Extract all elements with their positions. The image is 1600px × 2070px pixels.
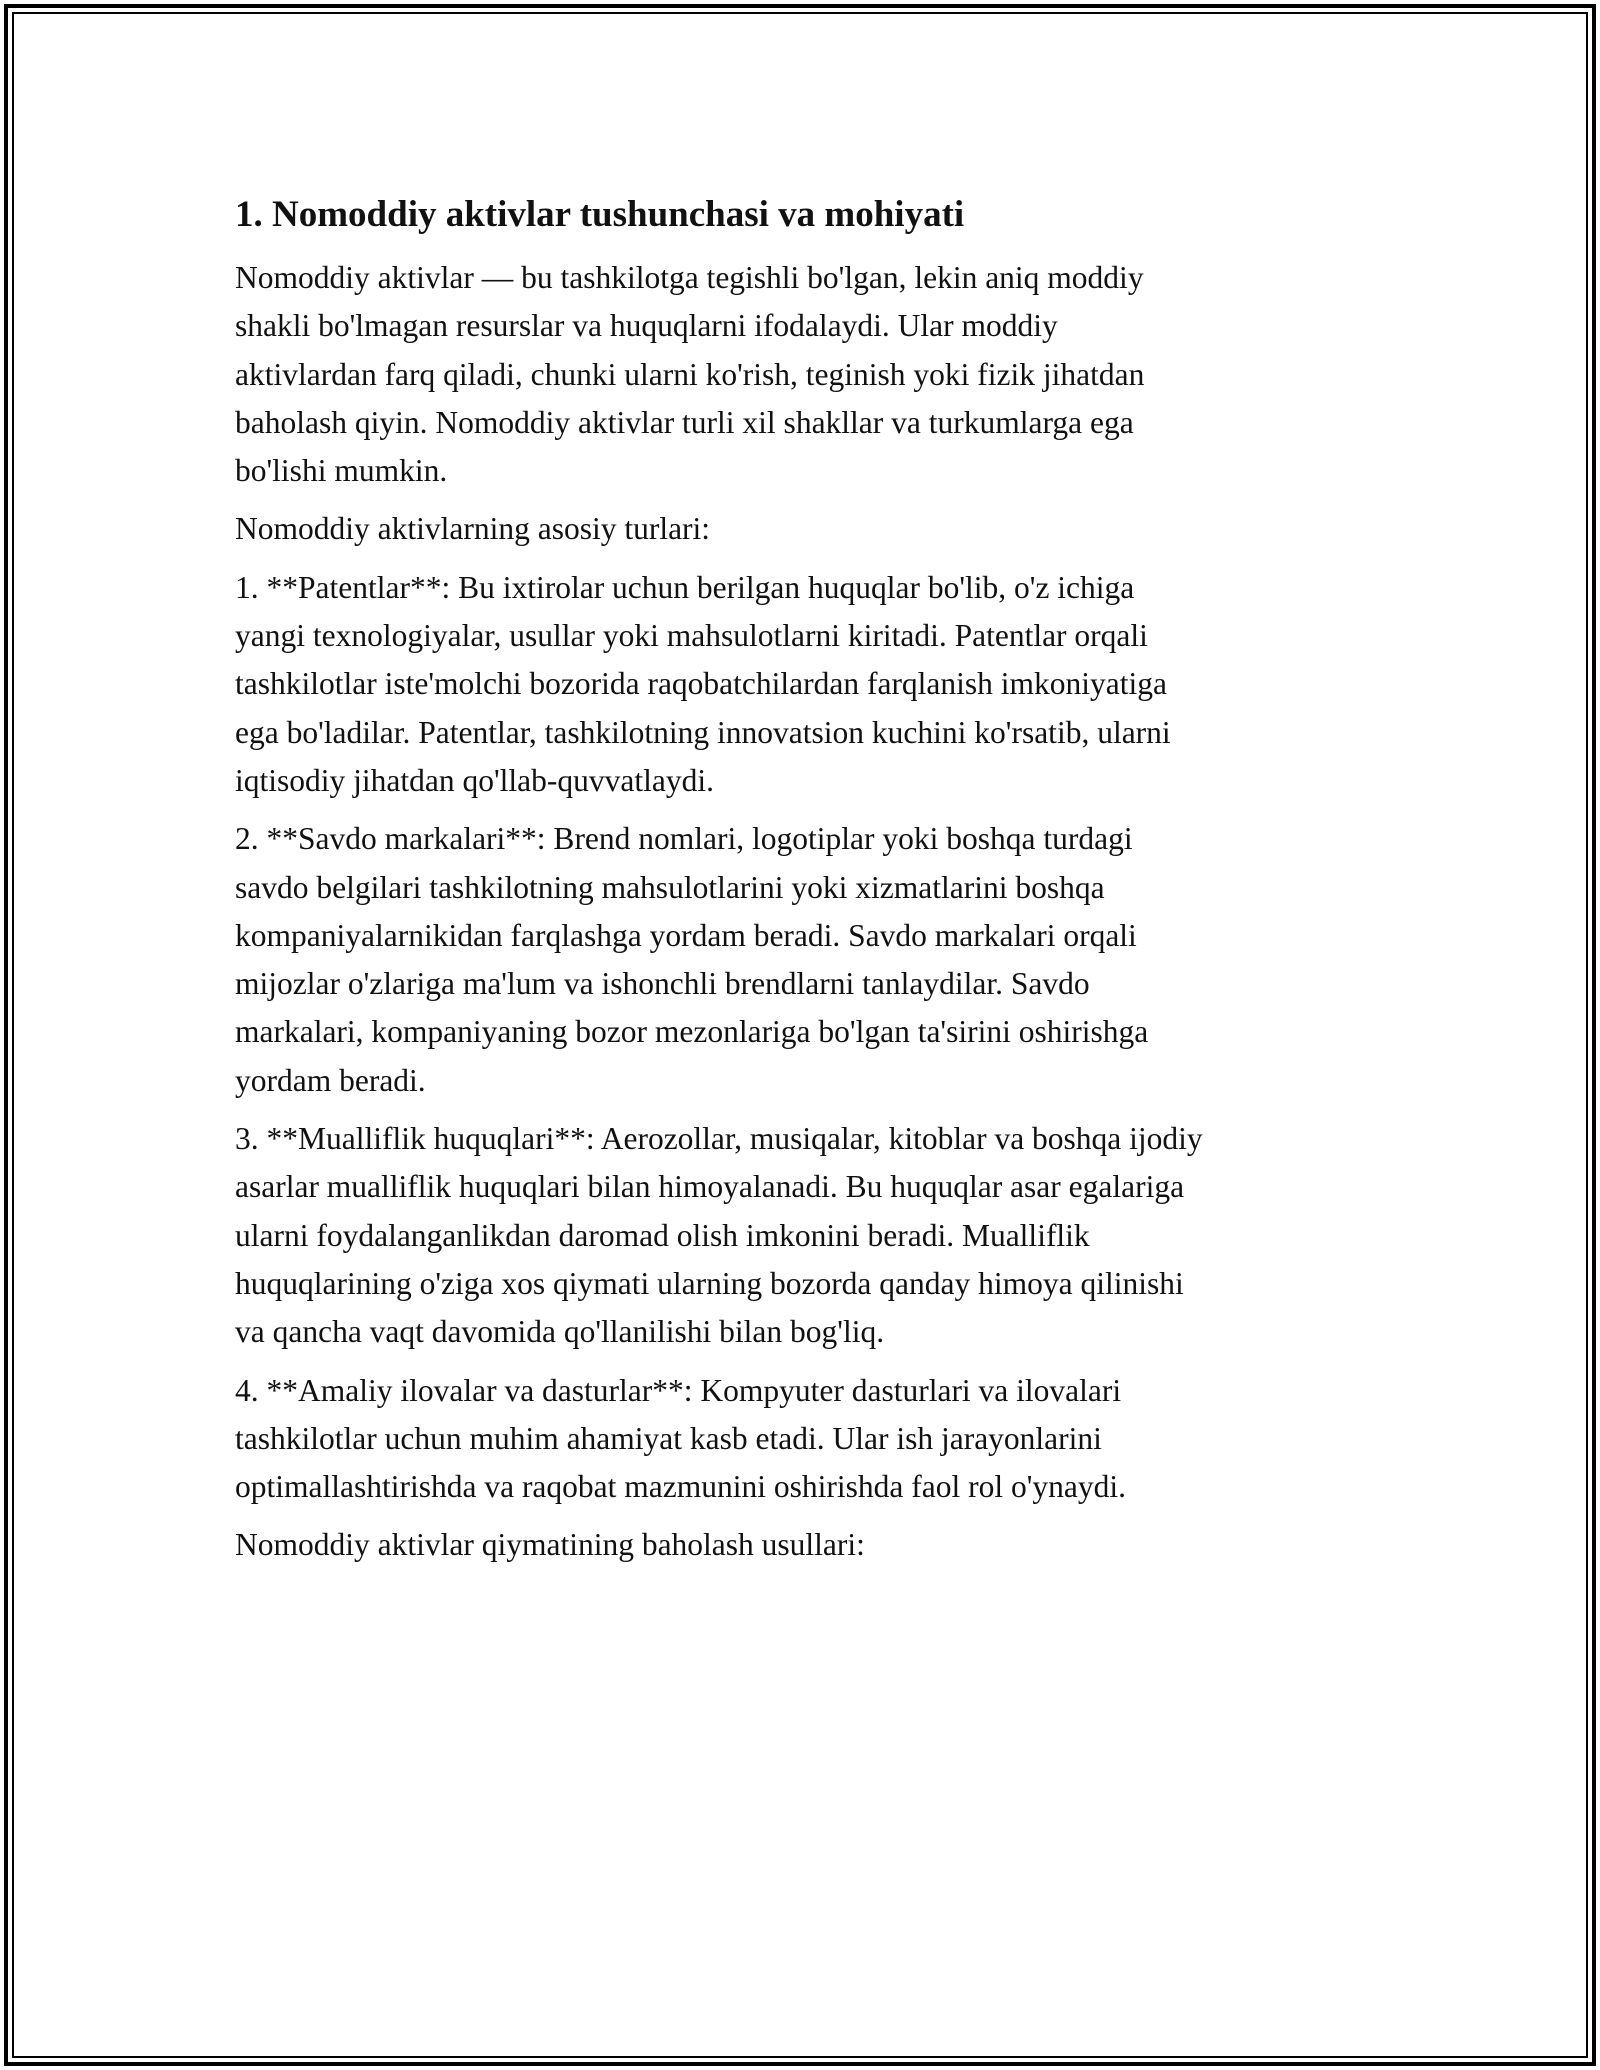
document-body	[235, 186, 1395, 1570]
valuation-methods-line: Nomoddiy aktivlar qiymatining baholash usullari:	[235, 1527, 865, 1563]
types-intro-line: Nomoddiy aktivlarning asosiy turlari:	[235, 511, 711, 547]
list-item-copyrights: 3. **Mualliflik huquqlari**: Aerozollar, musiqalar, kitoblar va boshqa ijodiy asarlar mualliflik huquqlari bilan himoyalanadi. Bu huquqlar asar egalariga ularni foydalanganlikdan daromad olish imkonini beradi. Mualliflik huquqlarining o'ziga xos qiymati ularning bozorda qanday himoya qilinishi va qancha vaqt davomida qo'llanilishi bilan bog'liq.	[235, 1121, 1203, 1350]
list-item-trademarks: 2. **Savdo markalari**: Brend nomlari, logotiplar yoki boshqa turdagi savdo belgilari tashkilotning mahsulotlarini yoki xizmatlarini boshqa kompaniyalarnikidan farqlashga yordam beradi. Savdo markalari orqali mijozlar o'zlariga ma'lum va ishonchli brendlarni tanlaydilar. Savdo markalari, kompaniyaning bozor mezonlariga bo'lgan ta'sirini oshirishga yordam beradi.	[235, 821, 1149, 1098]
section-heading: 1. Nomoddiy aktivlar tushunchasi va mohiyati	[235, 194, 965, 235]
intro-paragraph: Nomoddiy aktivlar — bu tashkilotga tegishli bo'lgan, lekin aniq moddiy shakli bo'lmagan resurslar va huquqlarni ifodalaydi. Ular moddiy aktivlardan farq qiladi, chunki ularni ko'rish, teginish yoki fizik jihatdan baholash qiyin. Nomoddiy aktivlar turli xil shakllar va turkumlarga ega bo'lishi mumkin.	[235, 260, 1145, 489]
list-item-patents: 1. **Patentlar**: Bu ixtirolar uchun berilgan huquqlar bo'lib, o'z ichiga yangi texnologiyalar, usullar yoki mahsulotlarni kiritadi. Patentlar orqali tashkilotlar iste'molchi bozorida raqobatchilardan farqlanish imkoniyatiga ega bo'ladilar. Patentlar, tashkilotning innovatsion kuchini ko'rsatib, ularni iqtisodiy jihatdan qo'llab-quvvatlaydi.	[235, 569, 1171, 798]
list-item-software: 4. **Amaliy ilovalar va dasturlar**: Kompyuter dasturlari va ilovalari tashkilotlar uchun muhim ahamiyat kasb etadi. Ular ish jarayonlarini optimallashtirishda va raqobat mazmunini oshirishda faol rol o'ynaydi.	[235, 1372, 1126, 1505]
